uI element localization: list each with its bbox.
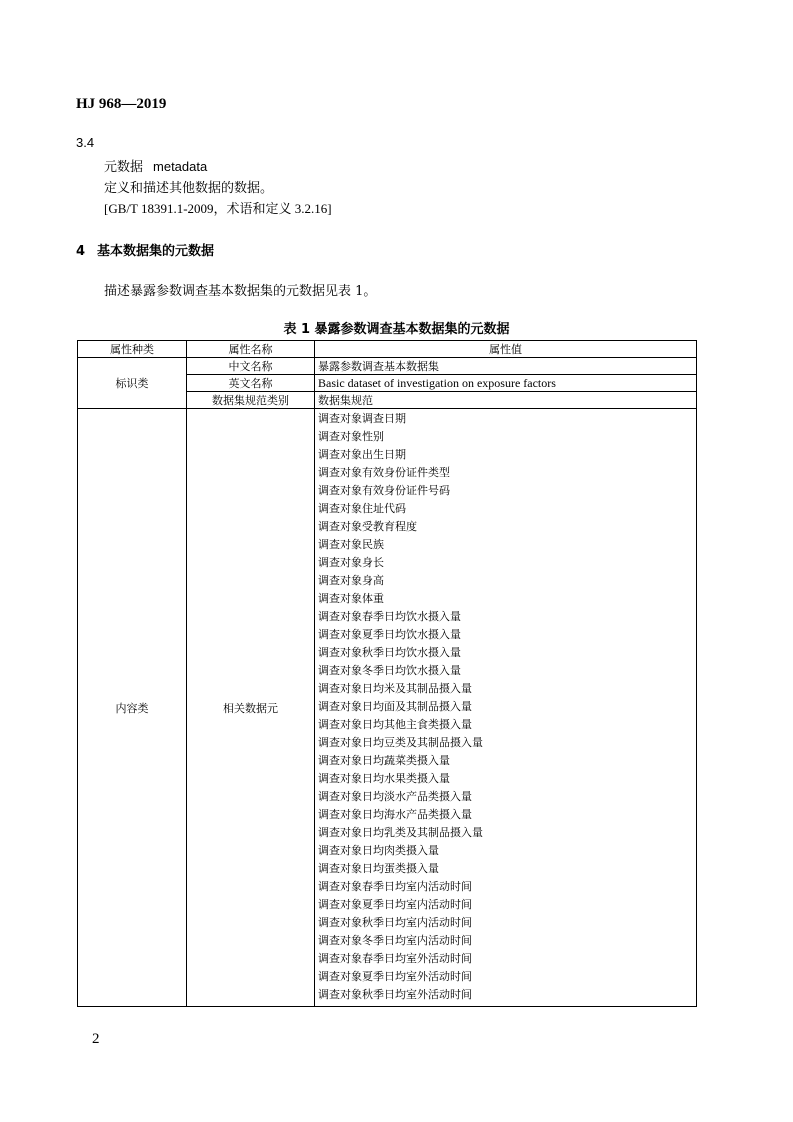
- list-item: 调查对象出生日期: [318, 448, 406, 461]
- list-item: 调查对象日均海水产品类摄入量: [318, 808, 472, 821]
- list-item: 调查对象日均淡水产品类摄入量: [318, 790, 472, 803]
- list-item: 调查对象调查日期: [318, 412, 406, 425]
- list-item: 调查对象性别: [318, 430, 384, 443]
- term-chinese: 元数据: [104, 160, 144, 175]
- table-header-row: [78, 341, 697, 358]
- attr-name-cell: 中文名称: [187, 358, 315, 375]
- section-4-number: 4: [76, 244, 86, 259]
- metadata-table: [77, 340, 697, 1007]
- list-item: 调查对象日均乳类及其制品摄入量: [318, 826, 483, 839]
- list-item: 调查对象身高: [318, 574, 384, 587]
- page-number: 2: [92, 1031, 100, 1047]
- list-item: 调查对象日均其他主食类摄入量: [318, 718, 472, 731]
- content-attr-name-cell: 相关数据元: [187, 409, 315, 1007]
- section-3-4-number: 3.4: [76, 135, 95, 150]
- list-item: 调查对象日均面及其制品摄入量: [318, 700, 472, 713]
- list-item: 调查对象春季日均室内活动时间: [318, 880, 472, 893]
- attr-value-cell: 数据集规范: [315, 392, 697, 409]
- list-item: 调查对象有效身份证件类型: [318, 466, 450, 479]
- list-item: 调查对象日均肉类摄入量: [318, 844, 439, 857]
- list-item: 调查对象日均豆类及其制品摄入量: [318, 736, 483, 749]
- section-4-paragraph: 描述暴露参数调查基本数据集的元数据见表 1。: [104, 284, 377, 299]
- list-item: 调查对象春季日均饮水摄入量: [318, 610, 461, 623]
- list-item: 调查对象秋季日均室内活动时间: [318, 916, 472, 929]
- list-item: 调查对象日均蔬菜类摄入量: [318, 754, 450, 767]
- term-english: metadata: [153, 159, 208, 174]
- header-attr-value: 属性值: [315, 341, 697, 358]
- section-4-heading: [76, 240, 214, 259]
- list-item: 调查对象日均米及其制品摄入量: [318, 682, 472, 695]
- list-item: 调查对象受教育程度: [318, 520, 417, 533]
- list-item: 调查对象体重: [318, 592, 384, 605]
- list-item: 调查对象冬季日均饮水摄入量: [318, 664, 461, 677]
- table-caption: 表 1 暴露参数调查基本数据集的元数据: [283, 322, 510, 337]
- data-elements-list: [315, 409, 697, 1007]
- table-row: [78, 358, 697, 375]
- list-item: 调查对象夏季日均饮水摄入量: [318, 628, 461, 641]
- term-source: [GB/T 18391.1-2009，术语和定义 3.2.16]: [104, 201, 332, 216]
- identification-category-cell: 标识类: [78, 358, 187, 409]
- table-row: [78, 409, 697, 1007]
- attr-value-cell: 暴露参数调查基本数据集: [315, 358, 697, 375]
- content-category-cell: 内容类: [78, 409, 187, 1007]
- standard-code-header: HJ 968—2019: [76, 96, 167, 112]
- list-item: 调查对象民族: [318, 538, 384, 551]
- header-attr-category: 属性种类: [78, 341, 187, 358]
- list-item: 调查对象夏季日均室内活动时间: [318, 898, 472, 911]
- list-item: 调查对象有效身份证件号码: [318, 484, 450, 497]
- attr-name-cell: 英文名称: [187, 375, 315, 392]
- list-item: 调查对象住址代码: [318, 502, 406, 515]
- list-item: 调查对象秋季日均饮水摄入量: [318, 646, 461, 659]
- header-attr-name: 属性名称: [187, 341, 315, 358]
- list-item: 调查对象冬季日均室内活动时间: [318, 934, 472, 947]
- list-item: 调查对象日均水果类摄入量: [318, 772, 450, 785]
- term-line: [104, 156, 207, 175]
- list-item: 调查对象身长: [318, 556, 384, 569]
- term-definition: 定义和描述其他数据的数据。: [104, 181, 274, 196]
- list-item: 调查对象春季日均室外活动时间: [318, 952, 472, 965]
- attr-value-cell: Basic dataset of investigation on exposure factors: [315, 375, 697, 392]
- list-item: 调查对象夏季日均室外活动时间: [318, 970, 472, 983]
- section-4-title: 基本数据集的元数据: [97, 244, 215, 259]
- attr-name-cell: 数据集规范类别: [187, 392, 315, 409]
- list-item: 调查对象日均蛋类摄入量: [318, 862, 439, 875]
- list-item: 调查对象秋季日均室外活动时间: [318, 988, 472, 1001]
